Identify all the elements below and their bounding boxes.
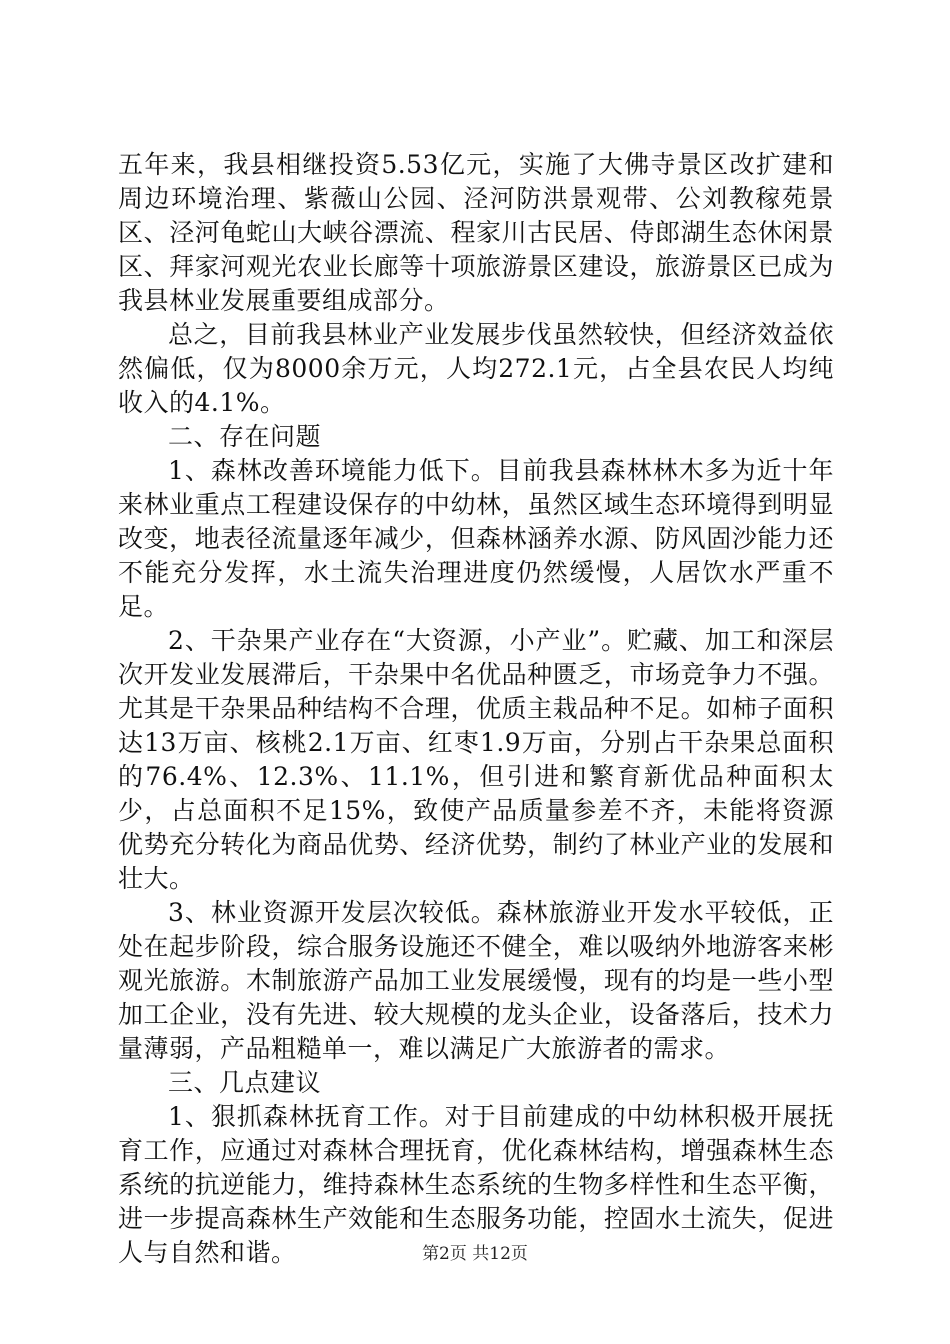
paragraph-problem-2: 2、干杂果产业存在“大资源，小产业”。贮藏、加工和深层次开发业发展滞后，干杂果中名优品种匮乏，市场竞争力不强。尤其是干杂果品种结构不合理，优质主栽品种不足。如柿子面积达13万亩、核桃2.1万亩、红枣1.9万亩，分别占干杂果总面积的76.4%、12.3%、11.1%，但引进和繁育新优品种面积太少，占总面积不足15%，致使产品质量参差不齐，未能将资源优势充分转化为商品优势、经济优势，制约了林业产业的发展和壮大。 <box>118 626 834 893</box>
section-heading-problems: 二、存在问题 <box>168 422 322 451</box>
section-heading-suggestions: 三、几点建议 <box>168 1068 322 1097</box>
paragraph-problem-1: 1、森林改善环境能力低下。目前我县森林林木多为近十年来林业重点工程建设保存的中幼林，虽然区域生态环境得到明显改变，地表径流量逐年减少，但森林涵养水源、防风固沙能力还不能充分发挥，水土流失治理进度仍然缓慢，人居饮水严重不足。 <box>118 456 834 621</box>
paragraph-suggestion-1: 1、狠抓森林抚育工作。对于目前建成的中幼林积极开展抚育工作，应通过对森林合理抚育，优化森林结构，增强森林生态系统的抗逆能力，维持森林生态系统的生物多样性和生态平衡，进一步提高森林生产效能和生态服务功能，控固水土流失，促进人与自然和谐。 <box>118 1102 834 1267</box>
document-body <box>118 148 834 1270</box>
paragraph-tourism-investment: 五年来，我县相继投资5.53亿元，实施了大佛寺景区改扩建和周边环境治理、紫薇山公园、泾河防洪景观带、公刘教稼苑景区、泾河龟蛇山大峡谷漂流、程家川古民居、侍郎湖生态休闲景区、拜家河观光农业长廊等十项旅游景区建设，旅游景区已成为我县林业发展重要组成部分。 <box>118 150 834 315</box>
paragraph-problem-3: 3、林业资源开发层次较低。森林旅游业开发水平较低，正处在起步阶段，综合服务设施还不健全，难以吸纳外地游客来彬观光旅游。木制旅游产品加工业发展缓慢，现有的均是一些小型加工企业，没有先进、较大规模的龙头企业，设备落后，技术力量薄弱，产品粗糙单一，难以满足广大旅游者的需求。 <box>118 898 834 1063</box>
paragraph-summary: 总之，目前我县林业产业发展步伐虽然较快，但经济效益依然偏低，仅为8000余万元，人均272.1元，占全县农民人均纯收入的4.1%。 <box>118 320 834 417</box>
page-number-footer: 第2页 共12页 <box>422 1244 528 1264</box>
